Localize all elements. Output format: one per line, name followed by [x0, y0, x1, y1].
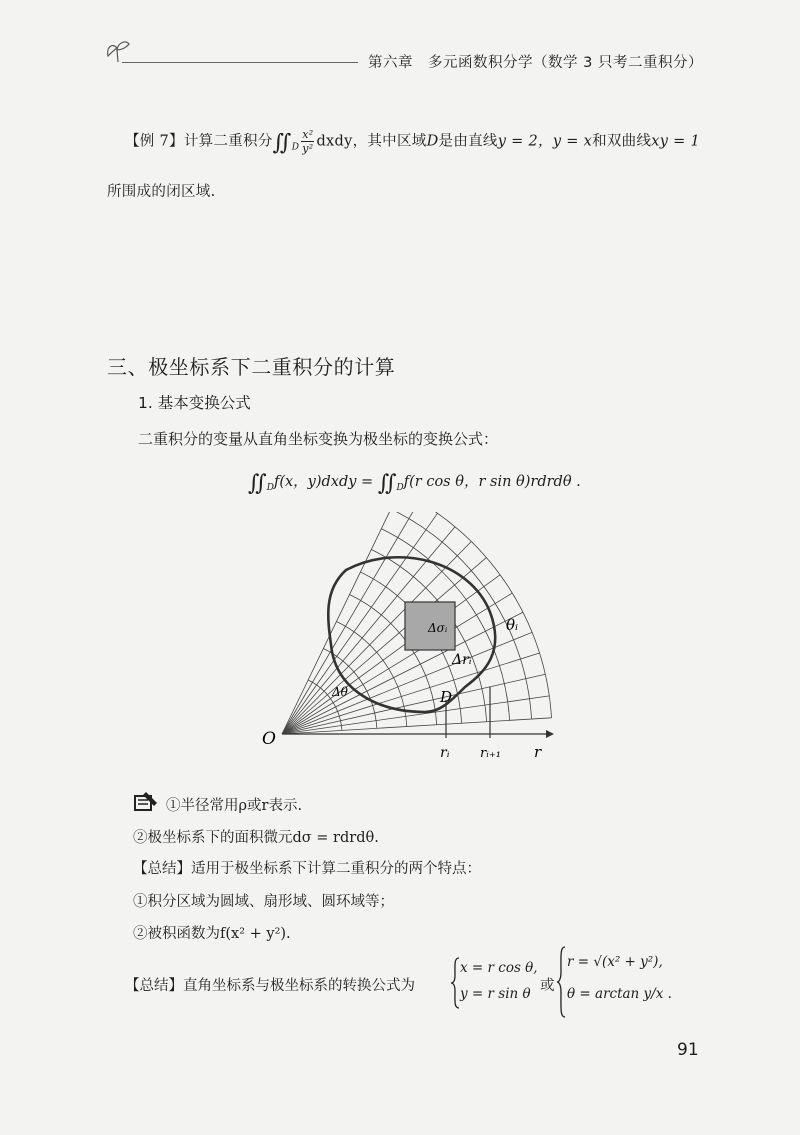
example-statement: 【例 7】计算二重积分$∬_D$ $\frac{\text{x²}}{\text{y²}}$ dxdy，其中区域D是由直线y = 2，y = x和双曲线xy = 1 [125, 128, 701, 156]
r-axis-label: r [534, 743, 542, 761]
feature-domain: ①积分区域为圆域、扇形域、圆环域等； [133, 894, 394, 910]
example-label: 【例 7】 [125, 133, 184, 150]
axis-arrow-icon [546, 730, 554, 738]
chapter-header: 第六章 多元函数积分学（数学 3 只考二重积分） [368, 55, 703, 71]
header-rule [122, 62, 358, 63]
integrand-fraction: $\frac{\text{x²}}{\text{y²}}$ [302, 128, 314, 155]
transform-formula: $∬_Df(x$，y)dxdy = $∬_Df(r$ cos θ，r sin θ)rdrdθ . [248, 471, 581, 496]
summary-features: 【总结】适用于极坐标系下计算二重积分的两个特点： [133, 861, 481, 877]
page-number: 91 [677, 1040, 699, 1060]
delta-sigma-label: Δσᵢ [428, 621, 448, 635]
feature-integrand: ②被积函数为f(x² + y²). [133, 926, 291, 942]
ri1-label: rᵢ₊₁ [480, 746, 501, 761]
grid-ray [282, 558, 486, 734]
or-word: 或 [540, 978, 555, 994]
delta-r-label: Δrᵢ [452, 652, 472, 668]
leaf-ornament-icon [102, 36, 132, 64]
grid-ray [282, 718, 552, 734]
grid-arc [336, 621, 406, 726]
example-statement-cont: 所围成的闭区域. [107, 184, 216, 200]
grid-ray [282, 653, 540, 734]
note-pen-icon [132, 788, 160, 814]
origin-label: O [262, 729, 276, 749]
subsection-title: 1. 基本变换公式 [138, 394, 251, 412]
grid-ray [282, 674, 545, 734]
delta-theta-label: Δθ [332, 685, 348, 699]
region-label: D [440, 688, 453, 706]
conversion-system-2: r = √(x² + y²), θ = arctan y/x . [556, 946, 660, 1018]
intro-text: 二重积分的变量从直角坐标变换为极坐标的变换公式： [138, 430, 499, 448]
note-radius: ①半径常用ρ或r表示. [166, 798, 303, 814]
section-title: 三、极坐标系下二重积分的计算 [107, 355, 396, 379]
left-brace-icon [556, 946, 566, 1018]
grid-ray [282, 512, 419, 734]
summary-conversion: 【总结】直角坐标系与极坐标系的转换公式为 [125, 978, 415, 994]
note-area-element: ②极坐标系下的面积微元dσ = rdrdθ. [133, 830, 379, 846]
polar-grid-diagram [250, 512, 570, 772]
grid-ray [282, 512, 400, 734]
conversion-system-1: x = r cos θ, y = r sin θ [450, 957, 528, 1009]
left-brace-icon [450, 957, 460, 1009]
theta-label: θᵢ [506, 616, 519, 634]
ri-label: rᵢ [440, 745, 450, 761]
